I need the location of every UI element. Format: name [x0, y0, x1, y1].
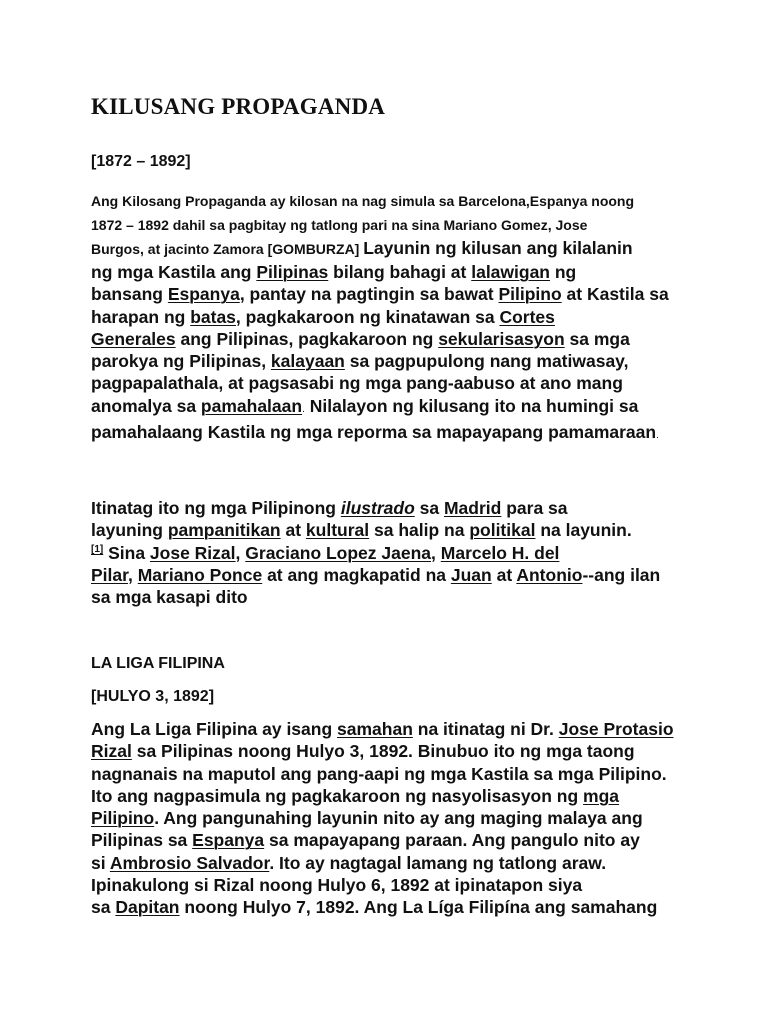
section3-heading: LA LIGA FILIPINA: [91, 655, 225, 672]
text-line: [91, 213, 669, 237]
text-segment: .: [656, 430, 659, 442]
text-segment: harapan ng: [91, 306, 191, 327]
text-line: [91, 718, 674, 740]
text-line: [91, 372, 669, 394]
text-segment: Ito ang nagpasimula ng pagkakaroon ng nasyolisasyon ng: [91, 785, 584, 806]
text-segment: ,: [127, 564, 138, 585]
text-line: [91, 896, 674, 918]
text-line: [91, 328, 669, 350]
text-line: [91, 586, 660, 608]
text-segment: ,: [235, 542, 246, 563]
text-segment: ng mga Kastila ang: [91, 262, 257, 282]
hyperlink-text[interactable]: mga: [583, 785, 620, 806]
text-segment: ng: [550, 262, 577, 282]
text-segment: si: [91, 852, 110, 873]
text-line: [91, 763, 674, 785]
section1-dates: [1872 – 1892]: [91, 153, 191, 170]
text-segment: at ang magkapatid na: [262, 564, 451, 585]
text-segment: Burgos, at jacinto Zamora [GOMBURZA]: [91, 241, 364, 257]
text-segment: Itinatag ito ng mga Pilipinong: [91, 498, 341, 518]
text-segment: bilang bahagi at: [328, 262, 472, 282]
text-segment: Nilalayon ng kilusang ito na humingi sa: [304, 395, 639, 416]
hyperlink-text[interactable]: sekularisasyon: [438, 328, 565, 349]
hyperlink-text[interactable]: kultural: [305, 520, 370, 541]
text-line: [91, 189, 669, 213]
text-segment: .: [302, 403, 305, 415]
text-segment: sa pagpupulong nang matiwasay,: [344, 351, 629, 372]
hyperlink-text[interactable]: Ambrosio Salvador: [109, 852, 270, 873]
section3-dates: [HULYO 3, 1892]: [91, 688, 215, 705]
text-segment: sa mapayapang paraan. Ang pangulo nito ay: [264, 830, 640, 851]
text-line: [91, 785, 674, 807]
text-segment: na itinatag ni Dr.: [412, 719, 559, 739]
text-segment: . Ang pangunahing layunin nito ay ang maging malaya ang: [154, 808, 643, 829]
text-segment: sa Pilipinas noong Hulyo 3, 1892. Binubuo ito ng mga taong: [131, 741, 635, 762]
text-segment: --ang ilan: [582, 564, 661, 585]
hyperlink-text[interactable]: Pilipino: [498, 284, 562, 305]
hyperlink-text[interactable]: Antonio: [516, 564, 583, 585]
text-segment: at: [280, 520, 306, 541]
hyperlink-text[interactable]: kalayaan: [270, 351, 345, 372]
section3-paragraph: [91, 718, 674, 919]
text-line: [91, 350, 669, 372]
text-segment: anomalya sa: [91, 395, 201, 416]
text-segment: bansang: [91, 284, 168, 305]
text-segment: pamahalaang Kastila ng mga reporma sa mapayapang pamamaraan: [91, 422, 657, 443]
text-segment: Ang Kilosang Propaganda ay kilosan na nag simula sa Barcelona,Espanya noong: [91, 193, 635, 209]
hyperlink-text[interactable]: Pilipinas: [256, 262, 329, 282]
hyperlink-text[interactable]: lalawigan: [471, 262, 550, 282]
section1-paragraph: [91, 189, 669, 447]
text-segment: Layunin ng kilusan ang kilalanin: [363, 238, 633, 258]
text-segment: Pilipinas sa: [91, 830, 193, 851]
text-line: [91, 395, 669, 421]
hyperlink-text[interactable]: samahan: [337, 719, 413, 739]
text-segment: sa mga kasapi dito: [91, 587, 248, 608]
hyperlink-text[interactable]: Pilipino: [91, 808, 155, 829]
text-line: [91, 237, 669, 261]
text-segment: sa: [91, 897, 116, 918]
hyperlink-text[interactable]: Jose Rizal: [149, 542, 236, 563]
hyperlink-text[interactable]: Generales: [91, 328, 176, 349]
text-segment: 1872 – 1892 dahil sa pagbitay ng tatlong pari na sina Mariano Gomez, Jose: [91, 217, 588, 233]
text-line: [91, 421, 669, 447]
hyperlink-text[interactable]: batas: [190, 306, 236, 327]
hyperlink-text[interactable]: Marcelo H. del: [440, 542, 560, 563]
text-line: [91, 306, 669, 328]
text-line: [91, 564, 660, 586]
hyperlink-text[interactable]: pampanitikan: [167, 520, 281, 541]
hyperlink-text[interactable]: Mariano Ponce: [137, 564, 263, 585]
text-segment: ang Pilipinas, pagkakaroon ng: [175, 328, 439, 349]
document-title: KILUSANG PROPAGANDA: [91, 94, 386, 119]
text-segment: layuning: [91, 520, 168, 541]
text-line: [91, 542, 660, 564]
text-segment: Ipinakulong si Rizal noong Hulyo 6, 1892 at ipinatapon siya: [91, 875, 583, 896]
text-segment: na layunin.: [535, 520, 632, 541]
hyperlink-text[interactable]: Madrid: [443, 498, 502, 518]
text-line: [91, 497, 660, 519]
hyperlink-text[interactable]: ilustrado: [340, 498, 415, 518]
text-segment: para sa: [501, 498, 568, 518]
hyperlink-text[interactable]: Rizal: [91, 741, 132, 762]
hyperlink-text[interactable]: politikal: [469, 520, 536, 541]
text-segment: , pantay na pagtingin sa bawat: [239, 284, 499, 305]
hyperlink-text[interactable]: Cortes: [499, 306, 555, 327]
text-segment: sa mga: [564, 328, 630, 349]
text-line: [91, 740, 674, 762]
text-segment: at Kastila sa: [561, 284, 669, 305]
text-segment: parokya ng Pilipinas,: [91, 351, 271, 372]
hyperlink-text[interactable]: Espanya: [167, 284, 240, 305]
hyperlink-text[interactable]: pamahalaan: [200, 395, 303, 416]
hyperlink-text[interactable]: Juan: [450, 564, 492, 585]
text-segment: sa halip na: [369, 520, 470, 541]
hyperlink-text[interactable]: Graciano Lopez Jaena: [245, 542, 432, 563]
text-line: [91, 519, 660, 541]
text-line: [91, 261, 669, 283]
hyperlink-text[interactable]: Jose Protasio: [558, 719, 674, 739]
text-line: [91, 874, 674, 896]
text-segment: ,: [431, 542, 441, 563]
text-line: [91, 807, 674, 829]
text-segment: sa: [414, 498, 444, 518]
hyperlink-text[interactable]: [1]: [91, 543, 104, 555]
section2-paragraph: [91, 497, 660, 608]
text-segment: Ang La Liga Filipina ay isang: [91, 719, 338, 739]
text-segment: at: [491, 564, 517, 585]
text-segment: Sina: [103, 542, 150, 563]
text-line: [91, 829, 674, 851]
text-segment: pagpapalathala, at pagsasabi ng mga pang-aabuso at ano mang: [91, 373, 623, 394]
text-segment: nagnanais na maputol ang pang-aapi ng mga Kastila sa mga Pilipino.: [91, 763, 667, 784]
hyperlink-text[interactable]: Dapitan: [115, 897, 180, 918]
text-segment: , pagkakaroon ng kinatawan sa: [235, 306, 500, 327]
text-line: [91, 283, 669, 305]
hyperlink-text[interactable]: Espanya: [192, 830, 265, 851]
text-segment: noong Hulyo 7, 1892. Ang La Líga Filipína ang samahang: [179, 897, 658, 918]
text-segment: . Ito ay nagtagal lamang ng tatlong araw.: [269, 852, 607, 873]
hyperlink-text[interactable]: Pilar: [91, 564, 128, 585]
text-line: [91, 852, 674, 874]
